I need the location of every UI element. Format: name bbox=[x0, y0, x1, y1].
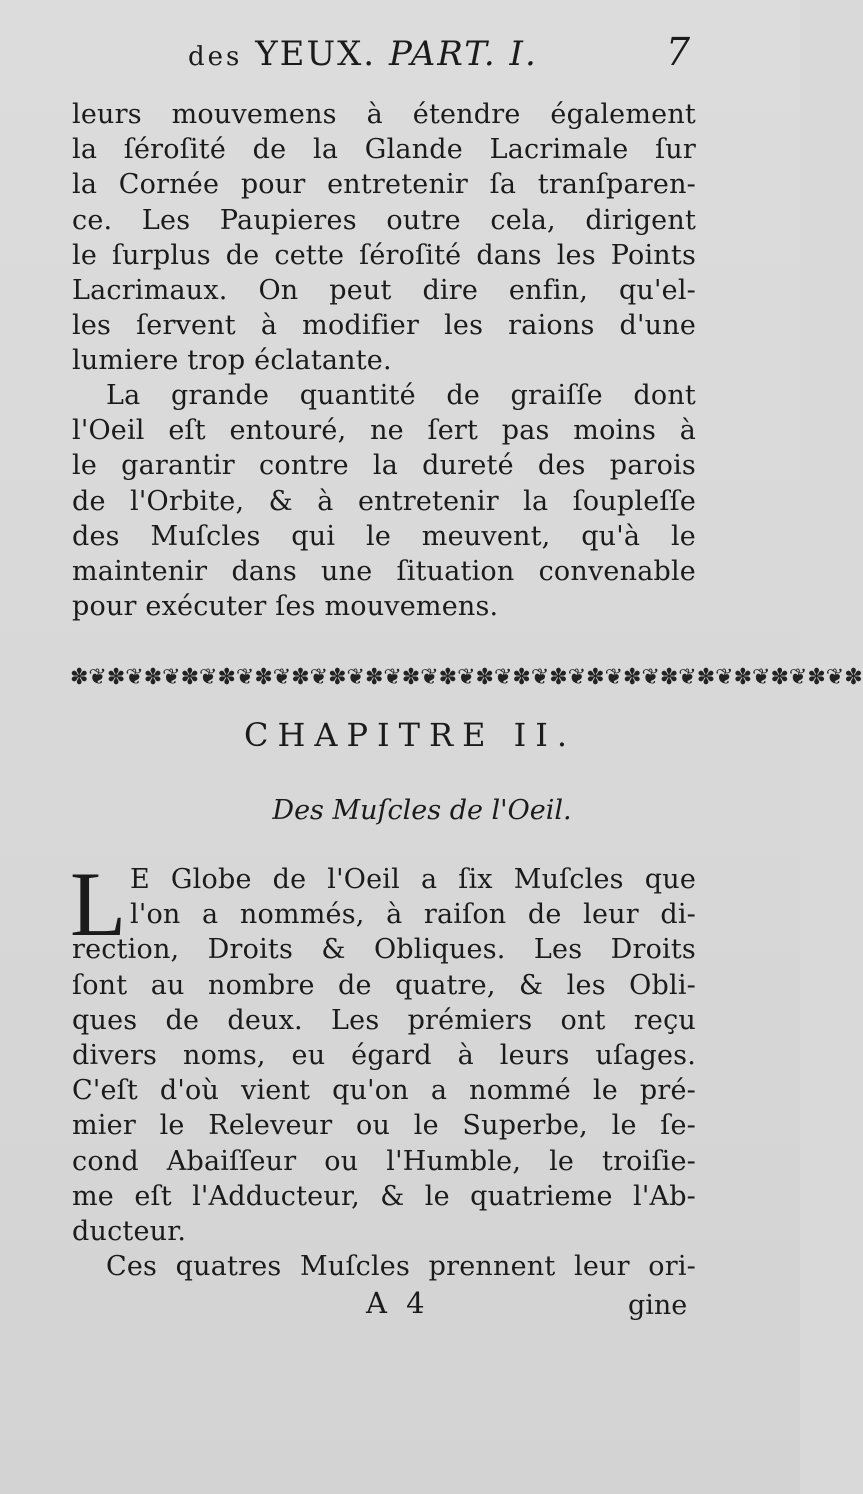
text-line: ſont au nombre de quatre, & les Obli- bbox=[72, 969, 696, 1001]
running-title bbox=[188, 34, 538, 74]
paragraph-1 bbox=[72, 97, 696, 379]
text-line: me eſt l'Adducteur, & le quatrieme l'Ab- bbox=[72, 1180, 696, 1212]
chapter-subtitle: Des Muſcles de l'Oeil. bbox=[272, 795, 572, 826]
running-title-part: PART. I. bbox=[388, 34, 538, 74]
text-line: La grande quantité de graiſſe dont bbox=[106, 380, 696, 411]
signature-mark: A 4 bbox=[366, 1286, 430, 1320]
text-line: des Muſcles qui le meuvent, qu'à le bbox=[72, 520, 696, 552]
text-line: rection, Droits & Obliques. Les Droits bbox=[72, 934, 696, 966]
text-line: ce. Les Paupieres outre cela, dirigent bbox=[72, 204, 696, 236]
text-line: leurs mouvemens à étendre également bbox=[72, 99, 696, 130]
text-line: C'eſt d'où vient qu'on a nommé le pré- bbox=[72, 1075, 696, 1107]
text-line: les ſervent à modifier les raions d'une bbox=[72, 310, 696, 342]
catchword: gine bbox=[628, 1290, 688, 1321]
text-line: Ces quatres Muſcles prennent leur ori- bbox=[106, 1251, 696, 1283]
text-line: de l'Orbite, & à entretenir la ſoupleſſe bbox=[72, 485, 696, 517]
paragraph-2 bbox=[72, 378, 696, 624]
chapter-paragraph-1 bbox=[72, 862, 696, 1284]
running-title-prefix: des bbox=[188, 42, 243, 72]
page-number: 7 bbox=[665, 30, 690, 74]
text-line: maintenir dans une ſituation convenable bbox=[72, 555, 696, 587]
text-line: ducteur. bbox=[72, 1215, 187, 1247]
text-line: la Cornée pour entretenir ſa tranſparen- bbox=[72, 169, 696, 201]
chapter-heading: CHAPITRE II. bbox=[243, 716, 577, 754]
text-line: lumiere trop éclatante. bbox=[72, 345, 392, 377]
running-header bbox=[70, 30, 700, 78]
text-line: ques de deux. Les prémiers ont reçu bbox=[72, 1004, 696, 1036]
text-line: E Globe de l'Oeil a ſix Muſcles que bbox=[130, 864, 696, 895]
text-line: la ſéroſité de la Glande Lacrimale ſur bbox=[72, 134, 696, 166]
text-line: l'Oeil eſt entouré, ne ſert pas moins à bbox=[72, 415, 696, 447]
text-line: l'on a nommés, à raiſon de leur di- bbox=[130, 899, 696, 931]
text-line: divers noms, eu égard à leurs uſages. bbox=[72, 1039, 696, 1071]
running-title-main: YEUX. bbox=[255, 34, 377, 74]
text-line: mier le Releveur ou le Superbe, le ſe- bbox=[72, 1110, 696, 1142]
text-line: le ſurplus de cette ſéroſité dans les Points bbox=[72, 239, 696, 271]
text-line: cond Abaiſſeur ou l'Humble, le troiſie- bbox=[72, 1145, 696, 1177]
ornament-band: ✽❦✽❦✽❦✽❦✽❦✽❦✽❦✽❦✽❦✽❦✽❦✽❦✽❦✽❦✽❦✽❦✽❦✽❦✽❦✽❦✽❦✽ bbox=[70, 665, 863, 690]
text-line: le garantir contre la dureté des parois bbox=[72, 450, 696, 482]
text-line: Lacrimaux. On peut dire enfin, qu'el- bbox=[72, 274, 696, 306]
text-line: pour exécuter ſes mouvemens. bbox=[72, 591, 499, 623]
drop-capital: L bbox=[70, 853, 127, 955]
